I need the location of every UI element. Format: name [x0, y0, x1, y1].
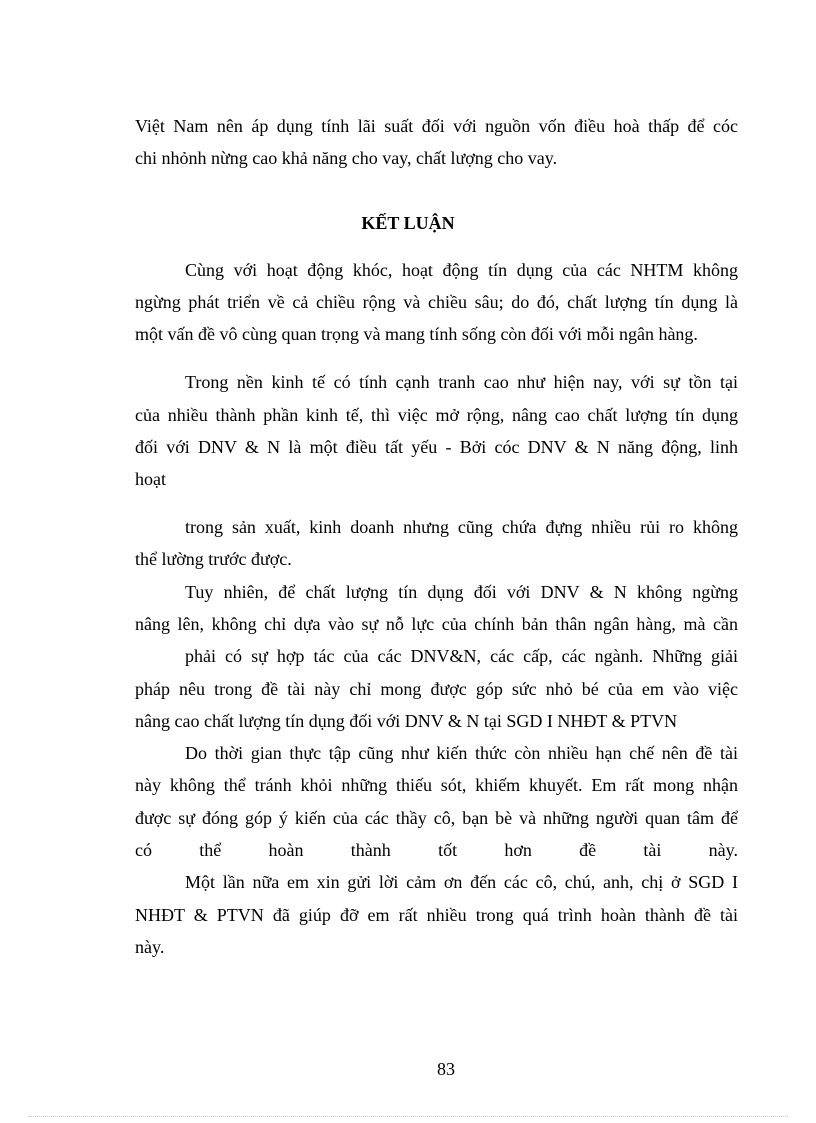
page-border	[28, 1116, 788, 1117]
body-text-line: Do thời gian thực tập cũng như kiến thức còn nhiều hạn chế nên đề tài	[185, 743, 738, 763]
body-text-line: NHĐT & PTVN đã giúp đỡ em rất nhiều trong quá trình hoàn thành đề tài	[135, 905, 738, 925]
body-text-line: một vấn đề vô cùng quan trọng và mang tính sống còn đối với mỗi ngân hàng.	[135, 324, 698, 344]
body-text-line: thể lường trước được.	[135, 549, 292, 569]
body-text-line: hoạt	[135, 469, 166, 489]
body-text-line: Tuy nhiên, để chất lượng tín dụng đối với DNV & N không ngừng	[185, 582, 738, 602]
body-text-line: phải có sự hợp tác của các DNV&N, các cấp, các ngành. Những giải	[185, 646, 738, 666]
body-text-line: nâng lên, không chỉ dựa vào sự nỗ lực của chính bản thân ngân hàng, mà cần	[135, 614, 738, 634]
body-text-line: Cùng với hoạt động khóc, hoạt động tín dụng của các NHTM không	[185, 260, 738, 280]
body-text-line: đối với DNV & N là một điều tất yếu - Bởi cóc DNV & N năng động, linh	[135, 437, 738, 457]
page-number: 83	[437, 1059, 455, 1079]
section-heading: KẾT LUẬN	[361, 213, 455, 233]
body-text-line: được sự đóng góp ý kiến của các thầy cô, bạn bè và những người quan tâm để	[135, 808, 738, 828]
body-text-line: Trong nền kinh tế có tính cạnh tranh cao như hiện nay, với sự tồn tại	[185, 372, 738, 392]
body-text-line: Việt Nam nên áp dụng tính lãi suất đối với nguồn vốn điều hoà thấp để cóc	[135, 116, 738, 136]
body-text-line: nâng cao chất lượng tín dụng đối với DNV & N tại SGD I NHĐT & PTVN	[135, 711, 678, 731]
body-text-line: chi nhỏnh nừng cao khả năng cho vay, chất lượng cho vay.	[135, 148, 558, 168]
body-text-line: ngừng phát triển về cả chiều rộng và chiều sâu; do đó, chất lượng tín dụng là	[135, 292, 738, 312]
body-text-line: của nhiều thành phần kinh tế, thì việc mở rộng, nâng cao chất lượng tín dụng	[135, 405, 738, 425]
body-text-line: Một lần nữa em xin gửi lời cảm ơn đến các cô, chú, anh, chị ở SGD I	[185, 872, 738, 892]
body-text-line: này.	[135, 937, 165, 957]
body-text-line: trong sản xuất, kinh doanh nhưng cũng chứa đựng nhiều rủi ro không	[185, 517, 738, 537]
body-text-line: có thể hoàn thành tốt hơn đề tài này.	[135, 840, 738, 860]
body-text-line: pháp nêu trong đề tài này chỉ mong được góp sức nhỏ bé của em vào việc	[135, 679, 738, 699]
body-text-line: này không thể tránh khỏi những thiếu sót, khiếm khuyết. Em rất mong nhận	[135, 775, 738, 795]
